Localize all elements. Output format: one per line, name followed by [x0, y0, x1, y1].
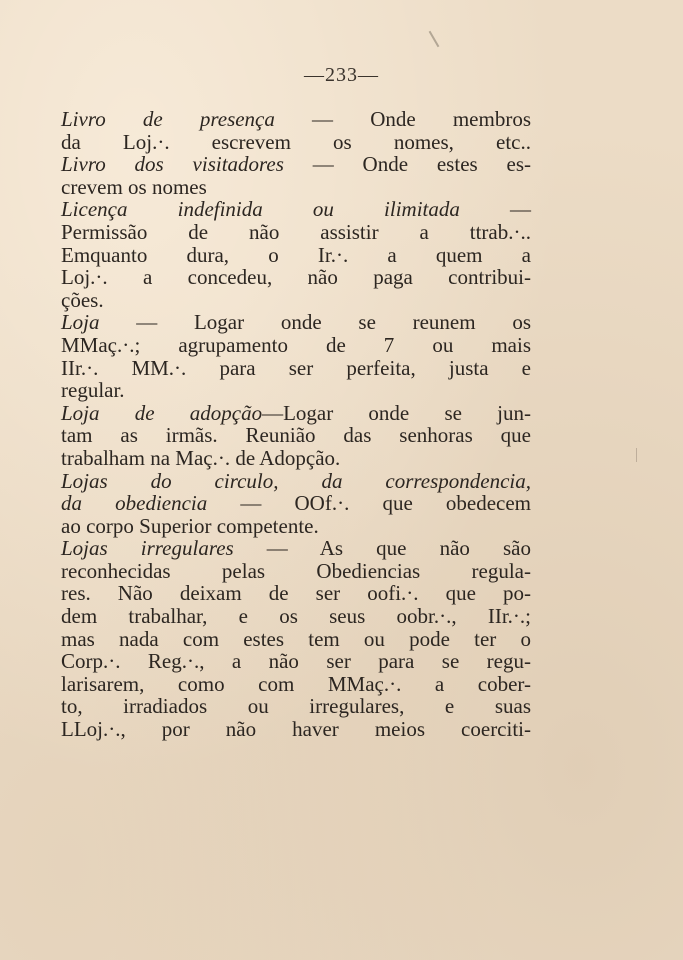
text-span: dem trabalhar, e os seus oobr.·., IIr.·.; [61, 604, 531, 629]
entry-term: Livro de presença [61, 107, 275, 131]
text-line [61, 379, 531, 402]
page-number: —233— [304, 64, 379, 86]
text-line [61, 695, 531, 718]
text-span: — Onde membros [274, 107, 531, 131]
text-span: regular. [61, 378, 125, 403]
text-span: —Logar onde se jun- [262, 400, 531, 425]
text-line [61, 560, 531, 583]
text-line [61, 582, 531, 605]
text-span: da Loj.·. escrevem os nomes, etc.. [61, 129, 531, 154]
text-line [61, 334, 531, 357]
text-line [61, 718, 531, 741]
text-span: Corp.·. Reg.·., a não ser para se regu- [61, 649, 531, 674]
text-span: MMaç.·.; agrupamento de 7 ou mais [61, 332, 531, 357]
entry-term: Lojas do circulo, da correspondencia, [61, 468, 531, 493]
text-span: Emquanto dura, o Ir.·. a quem a [61, 242, 531, 267]
text-line [61, 470, 531, 493]
text-span: — Onde estes es- [283, 152, 531, 177]
text-line [61, 266, 531, 289]
text-span: res. Não deixam de ser oofi.·. que po- [61, 581, 531, 606]
text-span: — [459, 197, 531, 222]
text-line [61, 289, 531, 312]
text-span: larisarem, como com MMaç.·. a cober- [61, 671, 531, 696]
text-line [61, 198, 531, 221]
text-line [61, 447, 531, 470]
text-line [61, 537, 531, 560]
text-line [61, 153, 531, 176]
text-span: ao corpo Superior competente. [61, 513, 319, 538]
text-span: to, irradiados ou irregulares, e suas [61, 694, 531, 719]
text-span: — Logar onde se reunem os [99, 310, 531, 335]
text-span: — As que não são [233, 536, 531, 561]
page-mark [429, 31, 440, 48]
text-line [61, 108, 531, 131]
page-mark [636, 448, 637, 462]
text-span: LLoj.·., por não haver meios coerciti- [61, 717, 531, 742]
text-line [61, 650, 531, 673]
text-span: Loj.·. a concedeu, não paga contribui- [61, 265, 531, 290]
text-line [61, 605, 531, 628]
text-line [61, 357, 531, 380]
text-line [61, 673, 531, 696]
text-line [61, 402, 531, 425]
text-line [61, 515, 531, 538]
body-text [61, 108, 531, 741]
entry-term: da obediencia [61, 491, 208, 516]
text-span: tam as irmãs. Reunião das senhoras que [61, 423, 531, 448]
text-span: trabalham na Maç.·. de Adopção. [61, 445, 341, 470]
text-span: crevem os nomes [61, 174, 207, 199]
entry-term: Licença indefinida ou ilimitada [61, 197, 460, 222]
text-line [61, 311, 531, 334]
text-line [61, 492, 531, 515]
text-span: IIr.·. MM.·. para ser perfeita, justa e [61, 355, 531, 380]
text-line [61, 131, 531, 154]
text-line [61, 424, 531, 447]
text-span: ções. [61, 287, 104, 312]
entry-term: Livro dos visitadores [61, 152, 284, 177]
entry-term: Loja de adopção [61, 400, 263, 425]
entry-term: Lojas irregulares [61, 536, 234, 561]
text-line [61, 244, 531, 267]
text-line [61, 628, 531, 651]
text-line [61, 176, 531, 199]
text-span: mas nada com estes tem ou pode ter o [61, 626, 531, 651]
text-span: Permissão de não assistir a ttrab.·.. [61, 219, 531, 244]
text-line [61, 221, 531, 244]
text-span: — OOf.·. que obedecem [207, 491, 531, 516]
text-span: reconhecidas pelas Obediencias regula- [61, 558, 531, 583]
entry-term: Loja [61, 310, 100, 335]
